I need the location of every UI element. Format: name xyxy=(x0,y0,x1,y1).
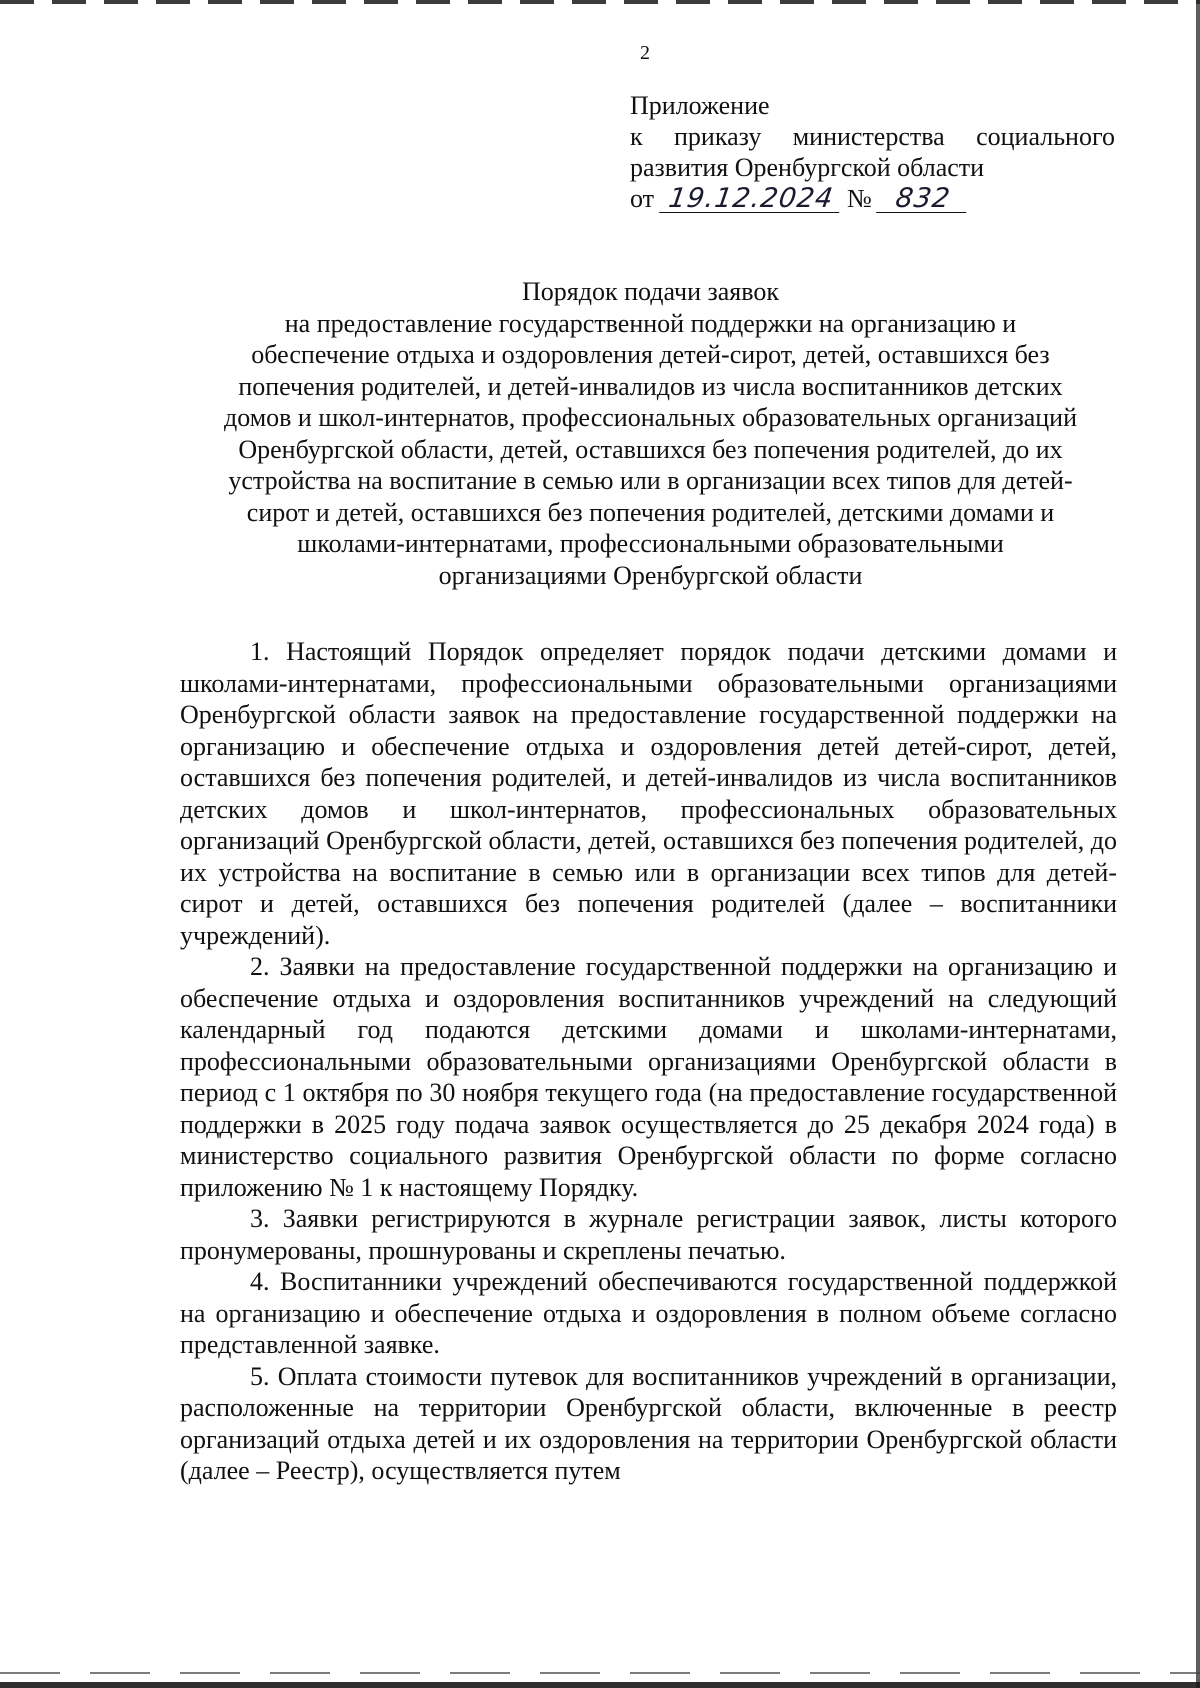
appendix-order-ref: к приказу министерства социального xyxy=(630,122,1115,151)
number-prefix: № xyxy=(847,184,872,213)
appendix-block xyxy=(630,90,1115,214)
paragraph-4: 4. Воспитанники учреждений обеспечиваются государственной поддержкой на организацию и обеспечение отдыха и оздоровления в полном объеме согласно представленной заявке. xyxy=(180,1267,1117,1359)
title-line: на предоставление государственной поддержки на организацию и xyxy=(284,308,1017,338)
paragraph-5: 5. Оплата стоимости путевок для воспитанников учреждений в организации, расположенные на территории Оренбургской области, включенные в реестр организаций отдыха детей и их оздоровления на территории Оренбургской области (далее – Реестр), осуществляется путем xyxy=(180,1361,1117,1485)
scan-edge-bottom-dashes xyxy=(0,1672,1200,1674)
document-title xyxy=(178,276,1123,591)
title-line: сирот и детей, оставшихся без попечения родителей, детскими домами и xyxy=(246,497,1055,527)
paragraph-1: 1. Настоящий Порядок определяет порядок подачи детскими домами и школами-интернатами, профессиональными образовательными организациями Оренбургской области заявок на предоставление государственной поддержки на организацию и обеспечение отдыха и оздоровления детей детей-сирот, детей, оставшихся без попечения родителей, и детей-инвалидов из числа воспитанников детских домов и школ-интернатов, профессиональных образовательных организаций Оренбургской области, детей, оставшихся без попечения родителей, до их устройства на воспитание в семью или в организации всех типов для детей-сирот и детей, оставшихся без попечения родителей (далее – воспитанники учреждений). xyxy=(180,637,1117,950)
appendix-date-row xyxy=(630,183,1115,214)
paragraph-3: 3. Заявки регистрируются в журнале регистрации заявок, листы которого пронумерованы, прошнурованы и скреплены печатью. xyxy=(180,1204,1117,1265)
title-line: устройства на воспитание в семью или в организации всех типов для детей- xyxy=(228,466,1073,495)
page-number: 2 xyxy=(640,42,650,64)
date-prefix: от xyxy=(630,184,655,213)
title-line: домов и школ-интернатов, профессиональных образовательных организаций xyxy=(223,403,1078,432)
title-line: организациями Оренбургской области xyxy=(438,560,863,590)
scan-edge-top xyxy=(0,0,1200,4)
scan-edge-bottom xyxy=(0,1682,1200,1688)
title-heading: Порядок подачи заявок xyxy=(522,277,779,306)
scan-edge-right xyxy=(1196,0,1200,1688)
title-line: обеспечение отдыха и оздоровления детей-сирот, детей, оставшихся без xyxy=(251,340,1050,369)
document-body xyxy=(180,636,1117,1487)
paragraph-2: 2. Заявки на предоставление государственной поддержки на организацию и обеспечение отдыха и оздоровления воспитанников учреждений на следующий календарный год подаются детскими домами и школами-интернатами, профессиональными образовательными организациями Оренбургской области в период с 1 октября по 30 ноября текущего года (на предоставление государственной поддержки в 2025 году подача заявок осуществляется до 25 декабря 2024 года) в министерство социального развития Оренбургской области по форме согласно приложению № 1 к настоящему Порядку. xyxy=(180,952,1117,1202)
title-line: школами-интернатами, профессиональными образовательными xyxy=(297,529,1004,558)
handwritten-number: 832 xyxy=(876,186,970,213)
appendix-label: Приложение xyxy=(630,91,770,120)
title-line: Оренбургской области, детей, оставшихся без попечения родителей, до их xyxy=(238,434,1063,464)
handwritten-date: 19.12.2024 xyxy=(659,186,843,213)
appendix-ministry: развития Оренбургской области xyxy=(630,153,985,182)
title-line: попечения родителей, и детей-инвалидов из числа воспитанников детских xyxy=(238,371,1063,401)
